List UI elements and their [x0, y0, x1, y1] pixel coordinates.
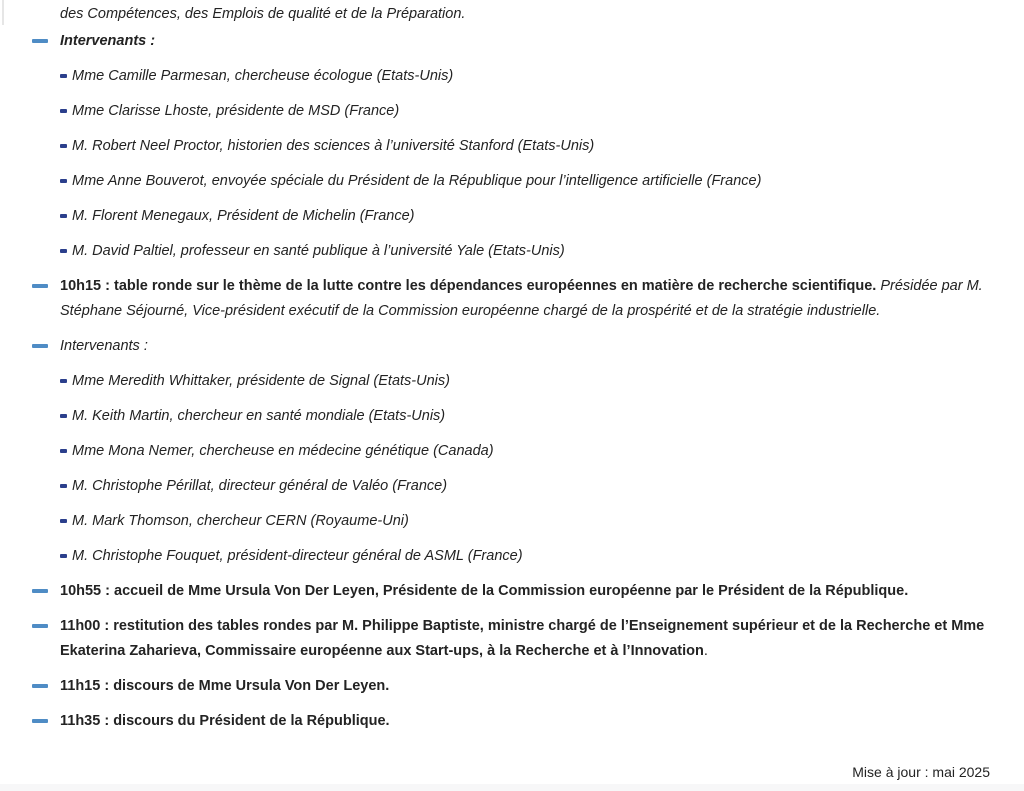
speaker-item	[0, 99, 988, 124]
sub-dash-bullet-icon	[60, 484, 67, 488]
dash-bullet-icon	[32, 684, 48, 688]
speaker-item	[0, 369, 988, 394]
speaker-text: M. David Paltiel, professeur en santé publique à l’université Yale (Etats-Unis)	[72, 243, 565, 259]
agenda-document	[0, 2, 988, 744]
dash-bullet-icon	[32, 39, 48, 43]
sub-dash-bullet-icon	[60, 554, 67, 558]
speaker-text: M. Florent Menegaux, Président de Michelin (France)	[72, 208, 415, 224]
sub-dash-bullet-icon	[60, 519, 67, 523]
continuation-text: des Compétences, des Emplois de qualité et de la Préparation.	[60, 6, 466, 22]
speaker-text: Mme Camille Parmesan, chercheuse écologue (Etats-Unis)	[72, 68, 454, 84]
dash-bullet-icon	[32, 624, 48, 628]
agenda-item-time-text: 10h55 : accueil de Mme Ursula Von Der Leyen, Présidente de la Commission européenne par le Président de la République.	[60, 583, 909, 599]
update-note: Mise à jour : mai 2025	[852, 764, 990, 780]
agenda-item-suffix: .	[703, 643, 708, 659]
dash-bullet-icon	[32, 589, 48, 593]
speaker-text: Mme Mona Nemer, chercheuse en médecine génétique (Canada)	[72, 443, 494, 459]
agenda-item-time-text: 11h00 : restitution des tables rondes par M. Philippe Baptiste, ministre chargé de l’Enseignement supérieur et de la Recherche et Mme Ekaterina Zaharieva, Commissaire européenne aux Start-ups, à la Recherche et à l’Innovation	[60, 618, 985, 659]
intervenants-label: Intervenants :	[60, 33, 156, 49]
footer-bar	[0, 784, 1024, 791]
continuation-line	[0, 2, 988, 27]
speaker-text: Mme Anne Bouverot, envoyée spéciale du Président de la République pour l’intelligence artificielle (France)	[72, 173, 762, 189]
speaker-text: M. Mark Thomson, chercheur CERN (Royaume-Uni)	[72, 513, 409, 529]
dash-bullet-icon	[32, 284, 48, 288]
agenda-item-time-text: 11h15 : discours de Mme Ursula Von Der Leyen.	[60, 678, 390, 694]
speaker-text: Mme Clarisse Lhoste, présidente de MSD (France)	[72, 103, 400, 119]
sub-dash-bullet-icon	[60, 379, 67, 383]
sub-dash-bullet-icon	[60, 179, 67, 183]
intervenants-heading-1	[0, 29, 988, 54]
sub-dash-bullet-icon	[60, 214, 67, 218]
sub-dash-bullet-icon	[60, 249, 67, 253]
sub-dash-bullet-icon	[60, 144, 67, 148]
speaker-item	[0, 474, 988, 499]
speaker-item	[0, 134, 988, 159]
agenda-item-10h55	[0, 579, 988, 604]
agenda-item-time-text: 11h35 : discours du Président de la République.	[60, 713, 390, 729]
intervenants-heading-2	[0, 334, 988, 359]
speaker-item	[0, 509, 988, 534]
speaker-item	[0, 544, 988, 569]
agenda-item-11h00	[0, 614, 988, 664]
speaker-item	[0, 169, 988, 194]
speaker-text: M. Christophe Périllat, directeur général de Valéo (France)	[72, 478, 448, 494]
sub-dash-bullet-icon	[60, 74, 67, 78]
agenda-item-chair-text: Présidée par M. Stéphane Séjourné, Vice-président exécutif de la Commission européenne chargé de la prospérité et de la stratégie industrielle.	[60, 278, 983, 319]
speaker-item	[0, 64, 988, 89]
speaker-text: M. Robert Neel Proctor, historien des sciences à l’université Stanford (Etats-Unis)	[72, 138, 595, 154]
agenda-item-11h15	[0, 674, 988, 699]
agenda-item-10h15	[0, 274, 988, 324]
speaker-text: M. Keith Martin, chercheur en santé mondiale (Etats-Unis)	[72, 408, 446, 424]
sub-dash-bullet-icon	[60, 109, 67, 113]
speaker-text: Mme Meredith Whittaker, présidente de Signal (Etats-Unis)	[72, 373, 450, 389]
sub-dash-bullet-icon	[60, 414, 67, 418]
speaker-item	[0, 439, 988, 464]
speaker-item	[0, 239, 988, 264]
sub-dash-bullet-icon	[60, 449, 67, 453]
intervenants-label: Intervenants :	[60, 338, 148, 354]
agenda-item-11h35	[0, 709, 988, 734]
dash-bullet-icon	[32, 344, 48, 348]
agenda-item-time-text: 10h15 : table ronde sur le thème de la lutte contre les dépendances européennes en matière de recherche scientifique.	[60, 278, 877, 294]
speaker-item	[0, 204, 988, 229]
dash-bullet-icon	[32, 719, 48, 723]
speaker-item	[0, 404, 988, 429]
speaker-text: M. Christophe Fouquet, président-directeur général de ASML (France)	[72, 548, 523, 564]
